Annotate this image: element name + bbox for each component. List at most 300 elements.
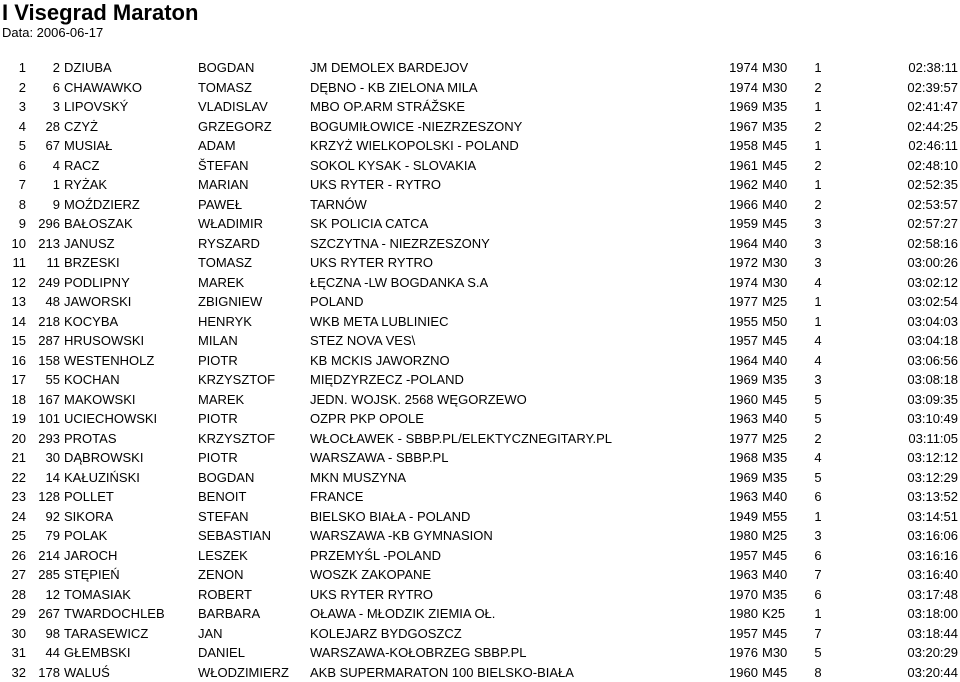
place-cell: 20	[0, 429, 26, 449]
first-name-cell: RYSZARD	[198, 234, 260, 254]
place-cell: 5	[0, 136, 26, 156]
first-name-cell: PIOTR	[198, 351, 238, 371]
place-cell: 22	[0, 468, 26, 488]
place-cell: 13	[0, 292, 26, 312]
birth-year-cell: 1963	[720, 487, 758, 507]
place-cell: 1	[0, 58, 26, 78]
category-cell: M35	[762, 585, 787, 605]
category-rank-cell: 4	[808, 351, 828, 371]
birth-year-cell: 1964	[720, 234, 758, 254]
result-row	[0, 253, 960, 273]
finish-time-cell: 03:04:03	[880, 312, 958, 332]
finish-time-cell: 03:16:16	[880, 546, 958, 566]
category-rank-cell: 4	[808, 331, 828, 351]
bib-cell: 48	[28, 292, 60, 312]
place-cell: 19	[0, 409, 26, 429]
category-rank-cell: 4	[808, 448, 828, 468]
club-cell: KOLEJARZ BYDGOSZCZ	[310, 624, 462, 644]
first-name-cell: GRZEGORZ	[198, 117, 272, 137]
category-cell: M55	[762, 507, 787, 527]
birth-year-cell: 1962	[720, 175, 758, 195]
finish-time-cell: 03:18:00	[880, 604, 958, 624]
result-row	[0, 390, 960, 410]
category-rank-cell: 5	[808, 409, 828, 429]
last-name-cell: DĄBROWSKI	[64, 448, 143, 468]
bib-cell: 218	[28, 312, 60, 332]
place-cell: 21	[0, 448, 26, 468]
category-rank-cell: 3	[808, 526, 828, 546]
bib-cell: 2	[28, 58, 60, 78]
result-row	[0, 370, 960, 390]
finish-time-cell: 03:20:29	[880, 643, 958, 663]
category-rank-cell: 3	[808, 234, 828, 254]
result-row	[0, 136, 960, 156]
bib-cell: 98	[28, 624, 60, 644]
birth-year-cell: 1957	[720, 624, 758, 644]
place-cell: 26	[0, 546, 26, 566]
birth-year-cell: 1958	[720, 136, 758, 156]
last-name-cell: STĘPIEŃ	[64, 565, 120, 585]
place-cell: 2	[0, 78, 26, 98]
result-row	[0, 214, 960, 234]
place-cell: 7	[0, 175, 26, 195]
place-cell: 23	[0, 487, 26, 507]
birth-year-cell: 1976	[720, 643, 758, 663]
category-cell: M45	[762, 156, 787, 176]
club-cell: STEZ NOVA VES\	[310, 331, 415, 351]
last-name-cell: PROTAS	[64, 429, 117, 449]
last-name-cell: RYŻAK	[64, 175, 107, 195]
finish-time-cell: 03:14:51	[880, 507, 958, 527]
place-cell: 14	[0, 312, 26, 332]
finish-time-cell: 03:16:40	[880, 565, 958, 585]
finish-time-cell: 03:16:06	[880, 526, 958, 546]
club-cell: WARSZAWA - SBBP.PL	[310, 448, 448, 468]
last-name-cell: JAROCH	[64, 546, 117, 566]
place-cell: 8	[0, 195, 26, 215]
category-cell: M40	[762, 351, 787, 371]
category-cell: M50	[762, 312, 787, 332]
bib-cell: 287	[28, 331, 60, 351]
place-cell: 31	[0, 643, 26, 663]
result-row	[0, 351, 960, 371]
category-cell: M40	[762, 487, 787, 507]
first-name-cell: KRZYSZTOF	[198, 370, 275, 390]
place-cell: 3	[0, 97, 26, 117]
category-rank-cell: 5	[808, 468, 828, 488]
last-name-cell: DZIUBA	[64, 58, 112, 78]
category-rank-cell: 6	[808, 546, 828, 566]
category-rank-cell: 2	[808, 156, 828, 176]
finish-time-cell: 03:11:05	[880, 429, 958, 449]
first-name-cell: WŁODZIMIERZ	[198, 663, 289, 682]
last-name-cell: MUSIAŁ	[64, 136, 112, 156]
category-rank-cell: 7	[808, 624, 828, 644]
category-cell: M35	[762, 448, 787, 468]
club-cell: WŁOCŁAWEK - SBBP.PL/ELEKTYCZNEGITARY.PL	[310, 429, 612, 449]
place-cell: 12	[0, 273, 26, 293]
bib-cell: 267	[28, 604, 60, 624]
finish-time-cell: 02:52:35	[880, 175, 958, 195]
club-cell: SZCZYTNA - NIEZRZESZONY	[310, 234, 490, 254]
result-row	[0, 195, 960, 215]
club-cell: SK POLICIA CATCA	[310, 214, 428, 234]
category-cell: M25	[762, 526, 787, 546]
first-name-cell: ZENON	[198, 565, 244, 585]
club-cell: MIĘDZYRZECZ -POLAND	[310, 370, 464, 390]
club-cell: MBO OP.ARM STRÁŽSKE	[310, 97, 465, 117]
birth-year-cell: 1966	[720, 195, 758, 215]
last-name-cell: MAKOWSKI	[64, 390, 136, 410]
birth-year-cell: 1977	[720, 429, 758, 449]
first-name-cell: ADAM	[198, 136, 236, 156]
first-name-cell: TOMASZ	[198, 78, 252, 98]
category-rank-cell: 1	[808, 97, 828, 117]
finish-time-cell: 03:00:26	[880, 253, 958, 273]
category-rank-cell: 6	[808, 487, 828, 507]
place-cell: 4	[0, 117, 26, 137]
first-name-cell: MAREK	[198, 390, 244, 410]
finish-time-cell: 03:17:48	[880, 585, 958, 605]
category-cell: M40	[762, 195, 787, 215]
birth-year-cell: 1960	[720, 663, 758, 682]
bib-cell: 285	[28, 565, 60, 585]
category-rank-cell: 1	[808, 312, 828, 332]
birth-year-cell: 1964	[720, 351, 758, 371]
finish-time-cell: 02:41:47	[880, 97, 958, 117]
category-cell: M30	[762, 273, 787, 293]
bib-cell: 214	[28, 546, 60, 566]
category-cell: M45	[762, 546, 787, 566]
last-name-cell: KAŁUZIŃSKI	[64, 468, 140, 488]
first-name-cell: PIOTR	[198, 409, 238, 429]
bib-cell: 67	[28, 136, 60, 156]
birth-year-cell: 1972	[720, 253, 758, 273]
category-rank-cell: 2	[808, 429, 828, 449]
club-cell: BOGUMIŁOWICE -NIEZRZESZONY	[310, 117, 522, 137]
birth-year-cell: 1974	[720, 78, 758, 98]
birth-year-cell: 1968	[720, 448, 758, 468]
club-cell: AKB SUPERMARATON 100 BIELSKO-BIAŁA	[310, 663, 574, 682]
result-row	[0, 273, 960, 293]
club-cell: BIELSKO BIAŁA - POLAND	[310, 507, 470, 527]
bib-cell: 1	[28, 175, 60, 195]
results-list	[0, 58, 960, 682]
club-cell: WKB META LUBLINIEC	[310, 312, 448, 332]
birth-year-cell: 1960	[720, 390, 758, 410]
category-cell: M30	[762, 78, 787, 98]
bib-cell: 12	[28, 585, 60, 605]
category-cell: M25	[762, 429, 787, 449]
birth-year-cell: 1961	[720, 156, 758, 176]
place-cell: 18	[0, 390, 26, 410]
birth-year-cell: 1970	[720, 585, 758, 605]
category-rank-cell: 2	[808, 78, 828, 98]
bib-cell: 92	[28, 507, 60, 527]
finish-time-cell: 03:12:12	[880, 448, 958, 468]
finish-time-cell: 02:48:10	[880, 156, 958, 176]
club-cell: JM DEMOLEX BARDEJOV	[310, 58, 468, 78]
birth-year-cell: 1967	[720, 117, 758, 137]
result-row	[0, 663, 960, 682]
place-cell: 16	[0, 351, 26, 371]
category-rank-cell: 3	[808, 370, 828, 390]
result-row	[0, 78, 960, 98]
bib-cell: 167	[28, 390, 60, 410]
club-cell: KB MCKIS JAWORZNO	[310, 351, 450, 371]
category-cell: M35	[762, 97, 787, 117]
finish-time-cell: 03:06:56	[880, 351, 958, 371]
bib-cell: 249	[28, 273, 60, 293]
birth-year-cell: 1980	[720, 526, 758, 546]
category-cell: M45	[762, 331, 787, 351]
birth-year-cell: 1963	[720, 409, 758, 429]
page-title: I Visegrad Maraton	[2, 0, 198, 26]
bib-cell: 4	[28, 156, 60, 176]
first-name-cell: PIOTR	[198, 448, 238, 468]
first-name-cell: LESZEK	[198, 546, 248, 566]
result-row	[0, 487, 960, 507]
category-cell: M25	[762, 292, 787, 312]
first-name-cell: KRZYSZTOF	[198, 429, 275, 449]
club-cell: KRZYŻ WIELKOPOLSKI - POLAND	[310, 136, 519, 156]
last-name-cell: HRUSOWSKI	[64, 331, 144, 351]
birth-year-cell: 1949	[720, 507, 758, 527]
first-name-cell: WŁADIMIR	[198, 214, 263, 234]
birth-year-cell: 1963	[720, 565, 758, 585]
birth-year-cell: 1959	[720, 214, 758, 234]
category-cell: M30	[762, 643, 787, 663]
category-rank-cell: 7	[808, 565, 828, 585]
club-cell: DĘBNO - KB ZIELONA MILA	[310, 78, 478, 98]
result-row	[0, 292, 960, 312]
finish-time-cell: 02:46:11	[880, 136, 958, 156]
last-name-cell: TARASEWICZ	[64, 624, 148, 644]
bib-cell: 44	[28, 643, 60, 663]
finish-time-cell: 03:08:18	[880, 370, 958, 390]
club-cell: JEDN. WOJSK. 2568 WĘGORZEWO	[310, 390, 527, 410]
last-name-cell: KOCHAN	[64, 370, 120, 390]
result-row	[0, 604, 960, 624]
last-name-cell: MOŹDZIERZ	[64, 195, 140, 215]
first-name-cell: BARBARA	[198, 604, 260, 624]
category-rank-cell: 3	[808, 253, 828, 273]
event-date: Data: 2006-06-17	[2, 25, 103, 41]
category-rank-cell: 1	[808, 175, 828, 195]
club-cell: OZPR PKP OPOLE	[310, 409, 424, 429]
finish-time-cell: 03:18:44	[880, 624, 958, 644]
birth-year-cell: 1980	[720, 604, 758, 624]
result-row	[0, 58, 960, 78]
category-cell: M45	[762, 624, 787, 644]
last-name-cell: CHAWAWKO	[64, 78, 142, 98]
birth-year-cell: 1969	[720, 468, 758, 488]
bib-cell: 9	[28, 195, 60, 215]
result-row	[0, 546, 960, 566]
club-cell: OŁAWA - MŁODZIK ZIEMIA OŁ.	[310, 604, 495, 624]
category-rank-cell: 1	[808, 507, 828, 527]
birth-year-cell: 1957	[720, 546, 758, 566]
result-row	[0, 507, 960, 527]
club-cell: UKS RYTER RYTRO	[310, 253, 433, 273]
category-cell: M40	[762, 175, 787, 195]
first-name-cell: BENOIT	[198, 487, 246, 507]
bib-cell: 11	[28, 253, 60, 273]
first-name-cell: MAREK	[198, 273, 244, 293]
category-cell: M30	[762, 253, 787, 273]
category-cell: M45	[762, 136, 787, 156]
last-name-cell: UCIECHOWSKI	[64, 409, 157, 429]
last-name-cell: LIPOVSKÝ	[64, 97, 128, 117]
category-rank-cell: 4	[808, 273, 828, 293]
place-cell: 15	[0, 331, 26, 351]
finish-time-cell: 03:10:49	[880, 409, 958, 429]
bib-cell: 293	[28, 429, 60, 449]
place-cell: 24	[0, 507, 26, 527]
first-name-cell: BOGDAN	[198, 58, 254, 78]
category-rank-cell: 1	[808, 58, 828, 78]
place-cell: 11	[0, 253, 26, 273]
last-name-cell: CZYŻ	[64, 117, 98, 137]
category-cell: M30	[762, 58, 787, 78]
finish-time-cell: 03:12:29	[880, 468, 958, 488]
first-name-cell: DANIEL	[198, 643, 245, 663]
club-cell: WARSZAWA-KOŁOBRZEG SBBP.PL	[310, 643, 526, 663]
place-cell: 27	[0, 565, 26, 585]
first-name-cell: STEFAN	[198, 507, 249, 527]
category-cell: M45	[762, 390, 787, 410]
last-name-cell: SIKORA	[64, 507, 113, 527]
club-cell: WARSZAWA -KB GYMNASION	[310, 526, 493, 546]
result-row	[0, 565, 960, 585]
finish-time-cell: 03:13:52	[880, 487, 958, 507]
finish-time-cell: 02:58:16	[880, 234, 958, 254]
first-name-cell: BOGDAN	[198, 468, 254, 488]
first-name-cell: JAN	[198, 624, 223, 644]
category-cell: M40	[762, 234, 787, 254]
finish-time-cell: 02:57:27	[880, 214, 958, 234]
result-row	[0, 409, 960, 429]
finish-time-cell: 02:44:25	[880, 117, 958, 137]
club-cell: PRZEMYŚL -POLAND	[310, 546, 441, 566]
bib-cell: 128	[28, 487, 60, 507]
finish-time-cell: 02:39:57	[880, 78, 958, 98]
last-name-cell: POLLET	[64, 487, 114, 507]
birth-year-cell: 1974	[720, 273, 758, 293]
result-row	[0, 585, 960, 605]
result-row	[0, 624, 960, 644]
last-name-cell: POLAK	[64, 526, 107, 546]
bib-cell: 6	[28, 78, 60, 98]
first-name-cell: PAWEŁ	[198, 195, 242, 215]
place-cell: 25	[0, 526, 26, 546]
first-name-cell: HENRYK	[198, 312, 252, 332]
last-name-cell: TWARDOCHLEB	[64, 604, 165, 624]
last-name-cell: KOCYBA	[64, 312, 118, 332]
category-rank-cell: 2	[808, 195, 828, 215]
place-cell: 17	[0, 370, 26, 390]
club-cell: WOSZK ZAKOPANE	[310, 565, 431, 585]
category-rank-cell: 6	[808, 585, 828, 605]
birth-year-cell: 1974	[720, 58, 758, 78]
first-name-cell: SEBASTIAN	[198, 526, 271, 546]
finish-time-cell: 02:53:57	[880, 195, 958, 215]
club-cell: UKS RYTER RYTRO	[310, 585, 433, 605]
category-rank-cell: 5	[808, 390, 828, 410]
category-cell: M35	[762, 117, 787, 137]
place-cell: 6	[0, 156, 26, 176]
bib-cell: 178	[28, 663, 60, 682]
club-cell: SOKOL KYSAK - SLOVAKIA	[310, 156, 476, 176]
bib-cell: 30	[28, 448, 60, 468]
birth-year-cell: 1955	[720, 312, 758, 332]
bib-cell: 79	[28, 526, 60, 546]
category-rank-cell: 3	[808, 214, 828, 234]
finish-time-cell: 03:20:44	[880, 663, 958, 682]
result-row	[0, 156, 960, 176]
first-name-cell: ZBIGNIEW	[198, 292, 262, 312]
category-rank-cell: 1	[808, 604, 828, 624]
bib-cell: 14	[28, 468, 60, 488]
first-name-cell: VLADISLAV	[198, 97, 268, 117]
birth-year-cell: 1957	[720, 331, 758, 351]
last-name-cell: WESTENHOLZ	[64, 351, 154, 371]
finish-time-cell: 03:09:35	[880, 390, 958, 410]
bib-cell: 55	[28, 370, 60, 390]
place-cell: 30	[0, 624, 26, 644]
club-cell: UKS RYTER - RYTRO	[310, 175, 441, 195]
club-cell: POLAND	[310, 292, 363, 312]
first-name-cell: TOMASZ	[198, 253, 252, 273]
first-name-cell: MARIAN	[198, 175, 249, 195]
last-name-cell: JANUSZ	[64, 234, 115, 254]
category-cell: M40	[762, 409, 787, 429]
result-row	[0, 175, 960, 195]
bib-cell: 28	[28, 117, 60, 137]
club-cell: TARNÓW	[310, 195, 367, 215]
result-row	[0, 429, 960, 449]
result-row	[0, 97, 960, 117]
category-rank-cell: 8	[808, 663, 828, 682]
category-rank-cell: 1	[808, 292, 828, 312]
bib-cell: 3	[28, 97, 60, 117]
result-row	[0, 448, 960, 468]
category-rank-cell: 2	[808, 117, 828, 137]
category-cell: M45	[762, 663, 787, 682]
result-row	[0, 643, 960, 663]
category-cell: M45	[762, 214, 787, 234]
bib-cell: 101	[28, 409, 60, 429]
birth-year-cell: 1969	[720, 370, 758, 390]
finish-time-cell: 03:02:12	[880, 273, 958, 293]
result-row	[0, 117, 960, 137]
last-name-cell: WALUŚ	[64, 663, 110, 682]
category-cell: M35	[762, 468, 787, 488]
last-name-cell: BAŁOSZAK	[64, 214, 133, 234]
last-name-cell: GŁEMBSKI	[64, 643, 130, 663]
club-cell: ŁĘCZNA -LW BOGDANKA S.A	[310, 273, 488, 293]
first-name-cell: ŠTEFAN	[198, 156, 249, 176]
category-rank-cell: 1	[808, 136, 828, 156]
result-row	[0, 312, 960, 332]
last-name-cell: BRZESKI	[64, 253, 120, 273]
first-name-cell: ROBERT	[198, 585, 252, 605]
category-cell: M35	[762, 370, 787, 390]
category-rank-cell: 5	[808, 643, 828, 663]
club-cell: MKN MUSZYNA	[310, 468, 406, 488]
finish-time-cell: 03:02:54	[880, 292, 958, 312]
result-row	[0, 526, 960, 546]
